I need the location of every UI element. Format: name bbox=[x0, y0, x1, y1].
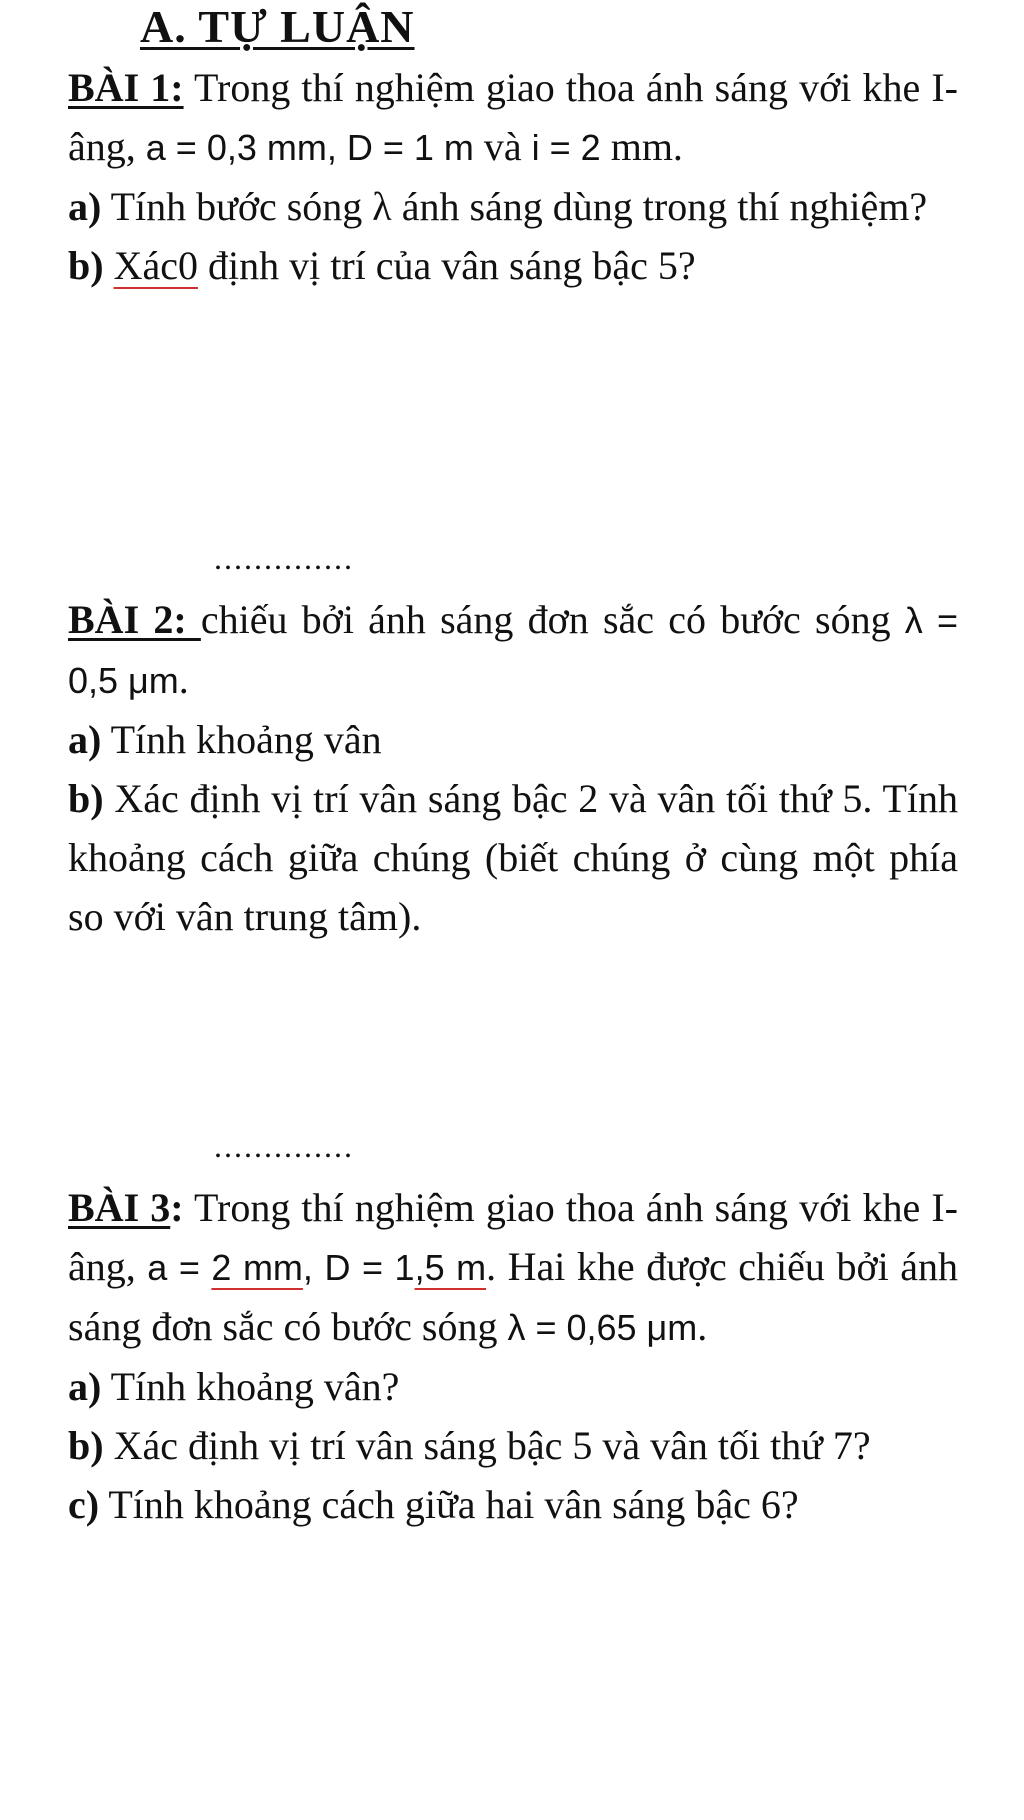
section-title: A. TỰ LUẬN bbox=[140, 1, 415, 52]
problem-3-label-colon: : bbox=[170, 1185, 184, 1230]
problem-3-intro: Trong thí nghiệm giao thoa ánh sáng với khe I-âng, bbox=[68, 1185, 958, 1289]
problem-1-connector: và bbox=[473, 124, 532, 169]
problem-1-label: BÀI 1: bbox=[68, 65, 184, 110]
problem-2-question-a bbox=[68, 710, 958, 769]
question-a-text: Tính khoảng vân bbox=[101, 717, 382, 762]
problem-3-intro-cont: . Hai khe được chiếu bởi ánh sáng đơn sắc có bước sóng bbox=[68, 1244, 958, 1349]
problem-3-label: BÀI 3 bbox=[68, 1185, 171, 1230]
question-b-label: b) bbox=[68, 1423, 104, 1468]
question-a-label: a) bbox=[68, 184, 102, 229]
question-b-text: định vị trí của vân sáng bậc 5? bbox=[197, 243, 696, 288]
problem-3-slit-gap-value: 2 mm bbox=[211, 1247, 303, 1288]
question-a-text: Tính khoảng vân? bbox=[101, 1364, 400, 1409]
question-b-text: Xác định vị trí vân sáng bậc 5 và vân tối thứ 7? bbox=[103, 1423, 871, 1468]
problem-3-question-c bbox=[68, 1475, 958, 1534]
problem-2-intro: chiếu bởi ánh sáng đơn sắc có bước sóng bbox=[200, 597, 905, 642]
problem-3-statement bbox=[68, 1178, 958, 1357]
problem-3-question-b bbox=[68, 1416, 958, 1475]
question-a-label: a) bbox=[68, 717, 102, 762]
problem-2 bbox=[68, 590, 958, 946]
question-a-label: a) bbox=[68, 1364, 102, 1409]
separator-2: .............. bbox=[214, 1128, 354, 1164]
problem-2-wavelength: λ = 0,5 μm bbox=[68, 600, 959, 701]
problem-1-question-b bbox=[68, 236, 958, 295]
problem-1 bbox=[68, 58, 958, 295]
spellcheck-flagged-word: Xác0 bbox=[113, 243, 198, 288]
problem-2-end: . bbox=[178, 657, 189, 702]
problem-2-question-b bbox=[68, 769, 958, 946]
problem-3-distance-value: ,5 m bbox=[414, 1247, 487, 1288]
question-a-text: Tính bước sóng λ ánh sáng dùng trong thí nghiệm? bbox=[101, 184, 928, 229]
problem-3-wavelength: λ = 0,65 μm bbox=[507, 1307, 698, 1348]
problem-3-end: . bbox=[697, 1304, 708, 1349]
problem-2-label: BÀI 2: bbox=[68, 597, 201, 642]
problem-3-slit-gap-prefix: a = bbox=[147, 1247, 212, 1288]
problem-1-params: a = 0,3 mm, D = 1 m bbox=[145, 127, 474, 168]
question-b-label: b) bbox=[68, 243, 104, 288]
question-c-text: Tính khoảng cách giữa hai vân sáng bậc 6? bbox=[99, 1482, 799, 1527]
problem-1-unit: mm. bbox=[600, 124, 683, 169]
problem-1-statement bbox=[68, 58, 958, 177]
problem-1-question-a bbox=[68, 177, 958, 236]
question-b-label: b) bbox=[68, 776, 104, 821]
question-c-label: c) bbox=[68, 1482, 100, 1527]
problem-1-fringe-param: i = 2 bbox=[531, 127, 601, 168]
problem-2-statement bbox=[68, 590, 958, 710]
problem-3 bbox=[68, 1178, 958, 1534]
problem-3-question-a bbox=[68, 1357, 958, 1416]
question-b-text: Xác định vị trí vân sáng bậc 2 và vân tối thứ 5. Tính khoảng cách giữa chúng (biết chúng ở cùng một phía so với vân trung tâm). bbox=[68, 776, 958, 939]
problem-3-distance-prefix: , D = 1 bbox=[302, 1247, 415, 1288]
problem-1-intro: Trong thí nghiệm giao thoa ánh sáng với khe I-âng, bbox=[68, 65, 959, 169]
separator-1: .............. bbox=[214, 540, 354, 576]
